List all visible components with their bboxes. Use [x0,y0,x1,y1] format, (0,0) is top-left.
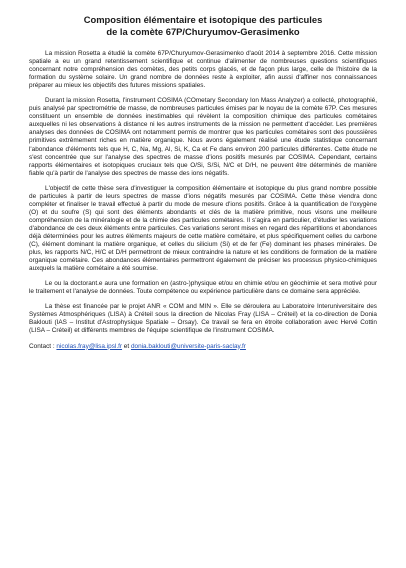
document-title [29,14,377,37]
contact-email-link-fray[interactable]: nicolas.fray@lisa.ipsl.fr [56,342,123,350]
paragraph-funding-supervision: La thèse est financée par le projet ANR « COM and MIN ». Elle se déroulera au Laboratoire Interuniversitaire des Systèmes Atmosphériques (LISA) à Créteil sous la direction de Nicolas Fray (LISA – Créteil) et la co-direction de Donia Baklouti (IAS – Institut d'Astrophysique Spatiale – Orsay). Ce travail se fera en étroite collaboration avec Hervé Cottin (LISA – Créteil) et différents membres de l'équipe scientifique de l'instrument COSIMA. [29,303,377,335]
paragraph-thesis-objective: L'objectif de cette thèse sera d'investiguer la composition élémentaire et isotopique du plus grand nombre possible de particules à partir de leurs spectres de masse d'ions négatifs mesurés par COSIMA. Cette thèse viendra donc compléter et finaliser le travail effectué à partir du mode de mesure d'ions positifs. Grâce à la quantification de l'oxygène (O) et du soufre (S) qui sont des éléments abondants et clés de la matière primitive, nous visons une meilleure compréhension de la minéralogie et de la chimie des particules cométaires. Il s'agira en particulier, d'étudier les variations d'abondance de ces deux éléments entre particules. Ces variations seront mises en regard des répartitions et abondances déjà déterminées pour les autres éléments majeurs de cette matière cométaire, et plus spécifiquement celles du carbone (C), élément dominant la matière organique, et celles du silicium (Si) et de fer (Fe) dominant les phases minérales. De plus, les rapports N/C, H/C et D/H permettront de mieux contraindre la nature et les conditions de formation de la matière organique cométaire. Ces abondances élémentaires permettront également de préciser les processus physico-chimiques auxquels la matière cométaire a été soumise. [29,184,377,273]
paragraph-candidate-profile: Le ou la doctorant.e aura une formation en (astro-)physique et/ou en chimie et/ou en géochimie et sera motivé pour le traitement et l'analyse de données. Toute compétence ou expérience particulière dans ce domaine sera appréciée. [29,280,377,296]
contact-line [29,343,377,351]
contact-email-link-baklouti[interactable]: donia.baklouti@universite-paris-saclay.fr [130,342,246,350]
title-line-1: Composition élémentaire et isotopique des particules [83,14,323,25]
paragraph-mission-context: La mission Rosetta a étudié la comète 67P/Churyumov-Gerasimenko d'août 2014 à septembre 2016. Cette mission spatiale a eu un grand retentissement scientifique et continue d'alimenter de nombreuses questions scientifiques concernant notre compréhension des comètes, des petits corps glacés, et de façon plus large, celle de l'histoire de la formation du système solaire. Un grand nombre de données reste à exploiter, afin aussi d'affiner nos connaissances préparer au mieux les objectifs des futures missions spatiales. [29,50,377,90]
contact-label: Contact : [29,342,57,350]
paragraph-cosima-instrument: Durant la mission Rosetta, l'instrument COSIMA (COmetary Secondary Ion Mass Analyzer) a collecté, photographié, puis analysé par spectrométrie de masse, de nombreuses particules émises par le noyau de la comète 67P. Ces mesures constituent un ensemble de données inestimables qui révèlent la composition chimique des particules cométaires auxquelles ni les observations à distance ni les autres instruments de la mission ne permettent d'accéder. Les premières analyses des données de COSIMA ont notamment permis de montrer que les particules cométaires sont des poussières primitives extrêmement riches en matière organique. Nous avons également réalisé une étude statistique concernant l'abondance d'éléments tels que H, C, Na, Mg, Al, Si, K, Ca et Fe dans environ 200 particules différentes. Cette étude ne s'est concentrée que sur l'analyse des spectres de masse d'ions positifs mesurés par COSIMA. Cependant, certains rapports élémentaires et isotopiques cruciaux tels que O/Si, S/Si, N/C et D/H, ne peuvent être déterminés de manière fiable qu'à partir de l'analyse des spectres de masse des ions négatifs. [29,97,377,177]
title-line-2: de la comète 67P/Churyumov-Gerasimenko [106,25,300,37]
contact-separator: et [122,342,131,350]
